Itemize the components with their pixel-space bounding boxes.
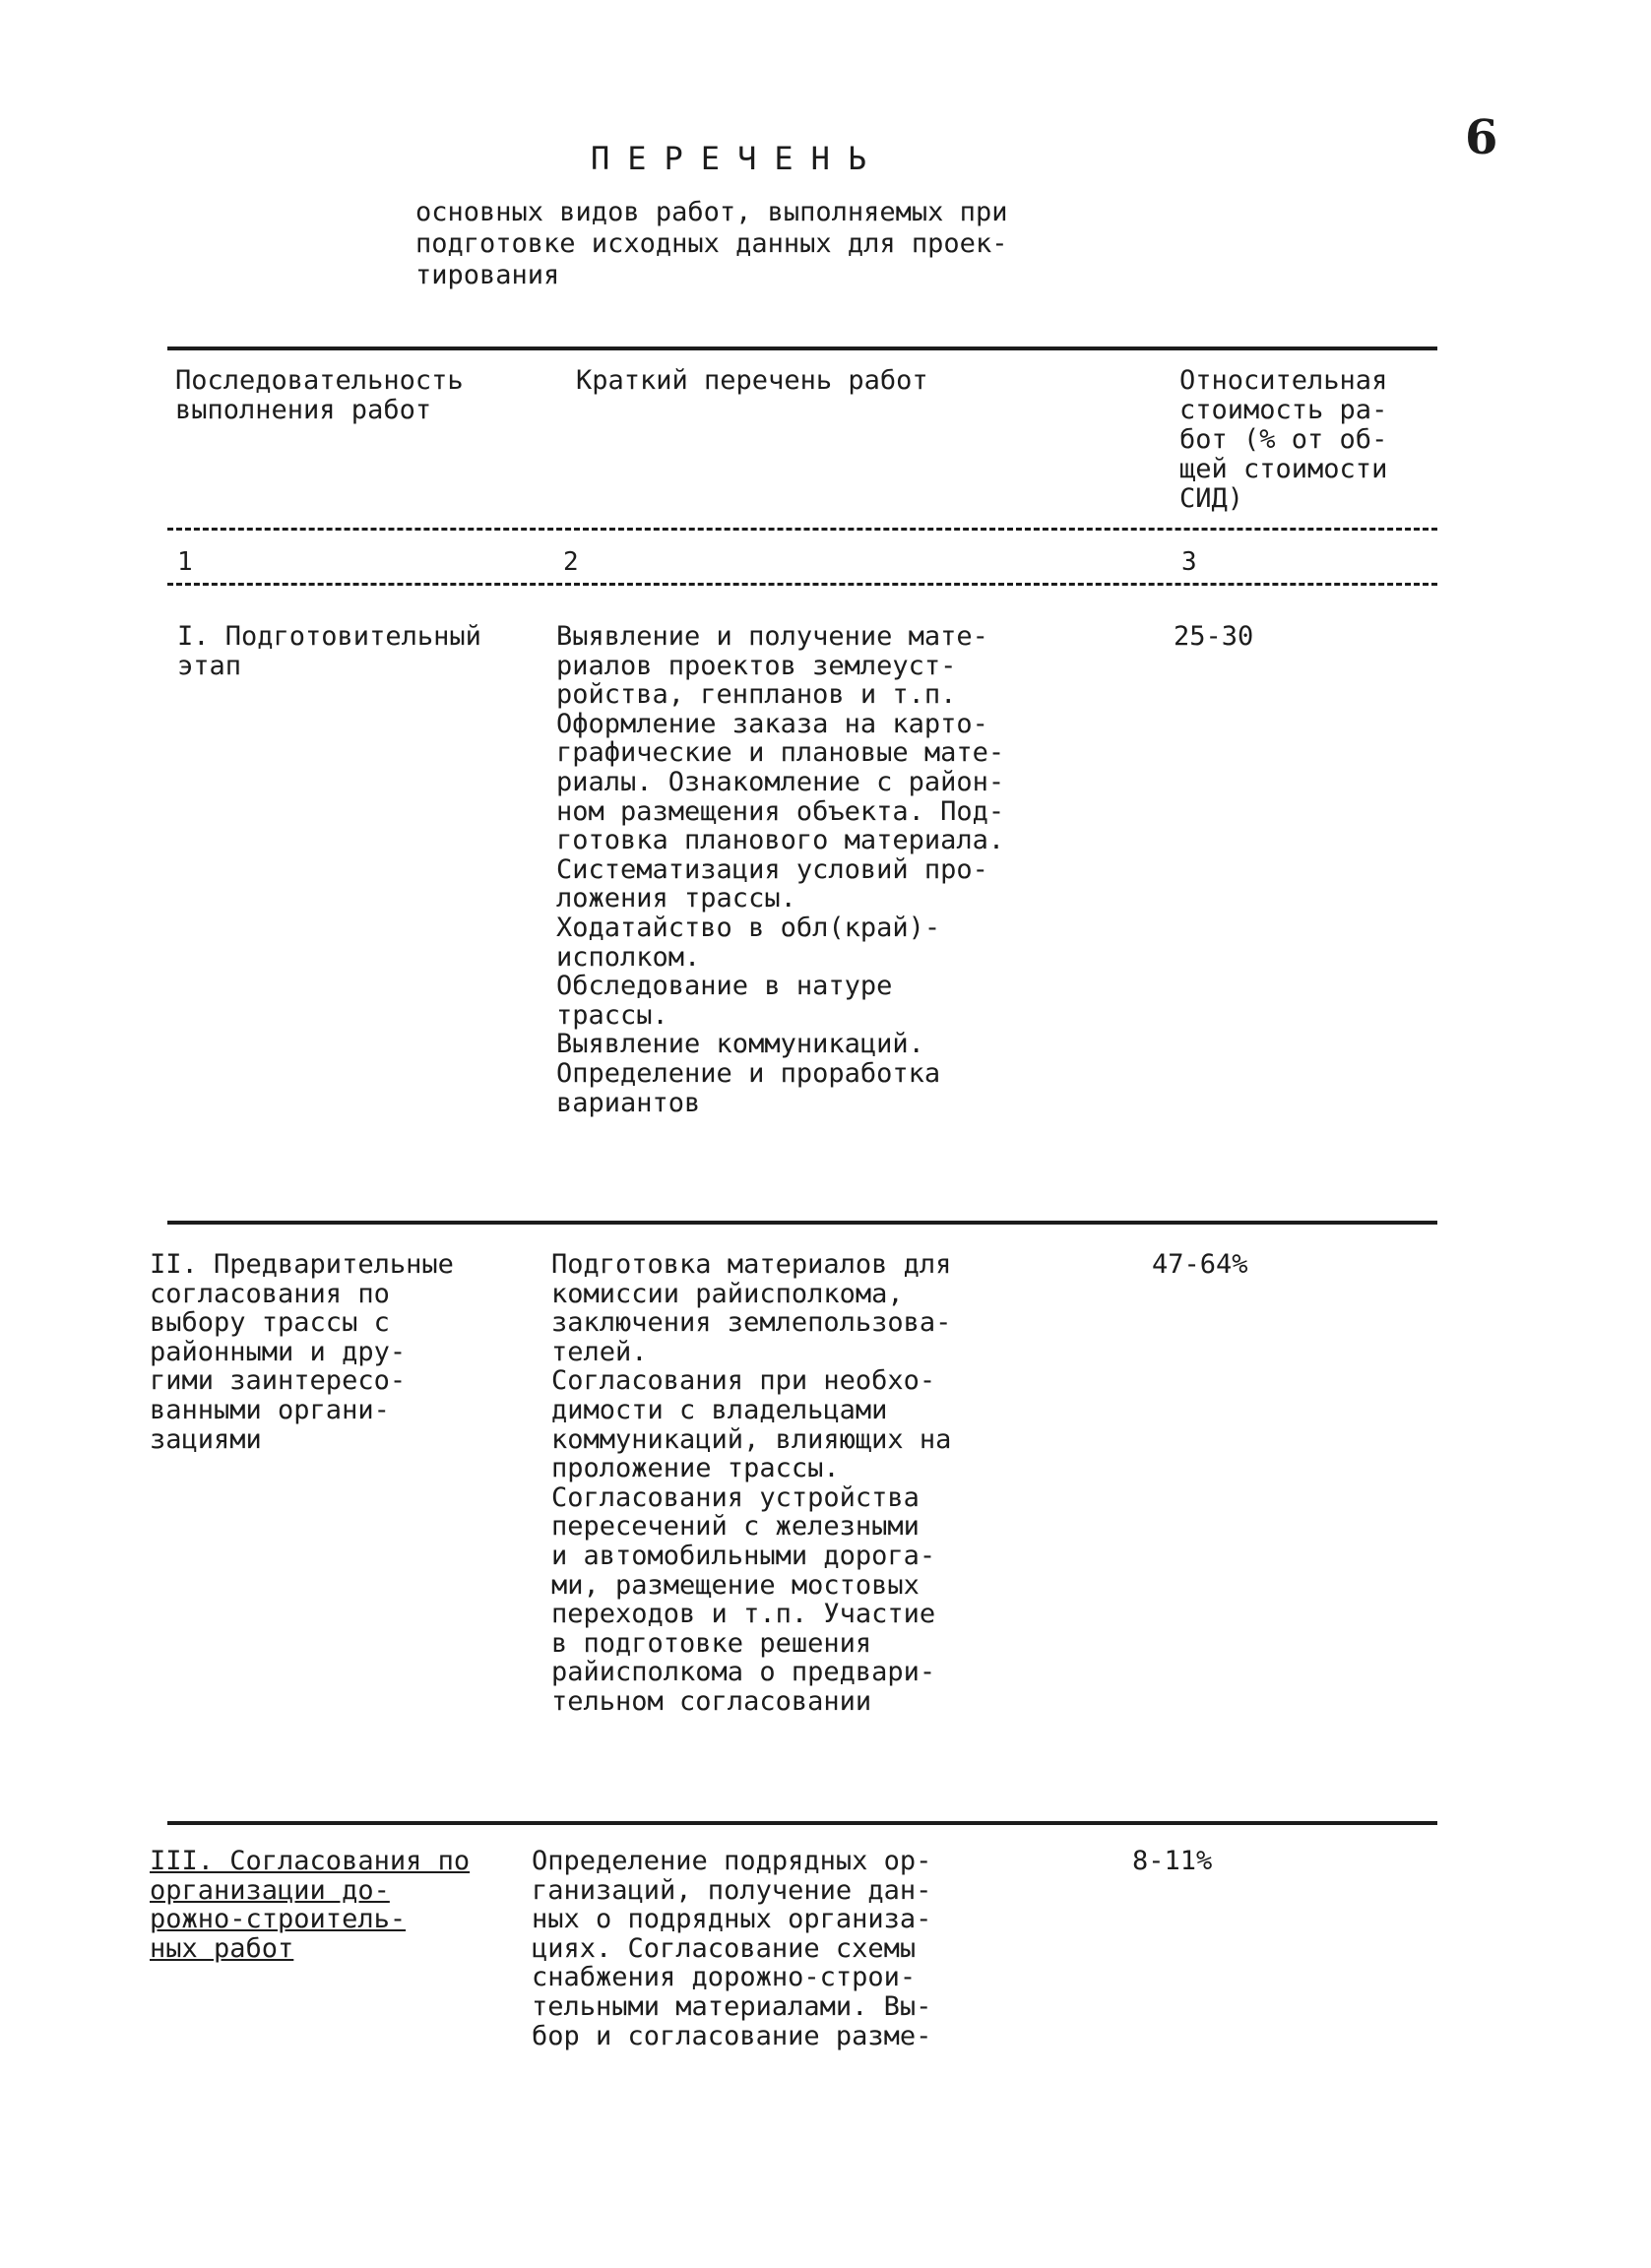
document-title: ПЕРЕЧЕНЬ xyxy=(591,140,885,177)
row-1-rule xyxy=(167,1221,1437,1225)
row-1-cost: 25-30 xyxy=(1174,621,1254,652)
column-number-rule xyxy=(167,583,1437,586)
row-2-works: Подготовка материалов для комиссии райисполкома, заключения землепользова- телей. Согласования при необхо- димости с владельцами коммуникаций, влияющих на проложение трассы. Согласования устройства пересечений с железными и автомобильными дорога- ми, размещение мостовых переходов и т.п. Участие в подготовке решения райисполкома о предвари- тельном согласовании xyxy=(551,1249,952,1717)
row-3-cost: 8-11% xyxy=(1132,1846,1213,1876)
header-rule xyxy=(167,528,1437,531)
column-number-2: 2 xyxy=(563,547,579,577)
row-2-rule xyxy=(167,1821,1437,1825)
document-subtitle: основных видов работ, выполняемых при подготовке исходных данных для проек- тирования xyxy=(415,197,1008,290)
row-1-stage: I. Подготовительный этап xyxy=(177,621,481,681)
header-works: Краткий перечень работ xyxy=(576,365,928,396)
table-top-rule xyxy=(167,346,1437,350)
page-number: 6 xyxy=(1465,110,1498,165)
column-number-1: 1 xyxy=(177,547,193,577)
row-2-cost: 47-64% xyxy=(1152,1249,1248,1280)
row-3-works: Определение подрядных ор- ганизаций, получение дан- ных о подрядных организа- циях. Согласование схемы снабжения дорожно-строи- тельными материалами. Вы- бор и согласование разме- xyxy=(532,1846,932,2051)
header-cost: Относительная стоимость ра- бот (% от об- щей стоимости СИД) xyxy=(1179,365,1388,514)
row-1-works: Выявление и получение мате- риалов проектов землеуст- ройства, генпланов и т.п. Оформление заказа на карто- графические и плановые мате- риалы. Ознакомление с район- ном размещения объекта. Под- готовка планового материала. Систематизация условий про- ложения трассы. Ходатайство в обл(край)- исполком. Обследование в натуре трассы. Выявление коммуникаций. Определение и проработка вариантов xyxy=(556,621,1005,1118)
row-3-stage: III. Согласования по организации до- рожно-строитель- ных работ xyxy=(150,1846,471,1964)
header-stage: Последовательность выполнения работ xyxy=(175,365,464,425)
column-number-3: 3 xyxy=(1181,547,1197,577)
row-2-stage: II. Предварительные согласования по выбору трассы с районными и дру- гими заинтересо- ванными органи- зациями xyxy=(150,1249,454,1455)
